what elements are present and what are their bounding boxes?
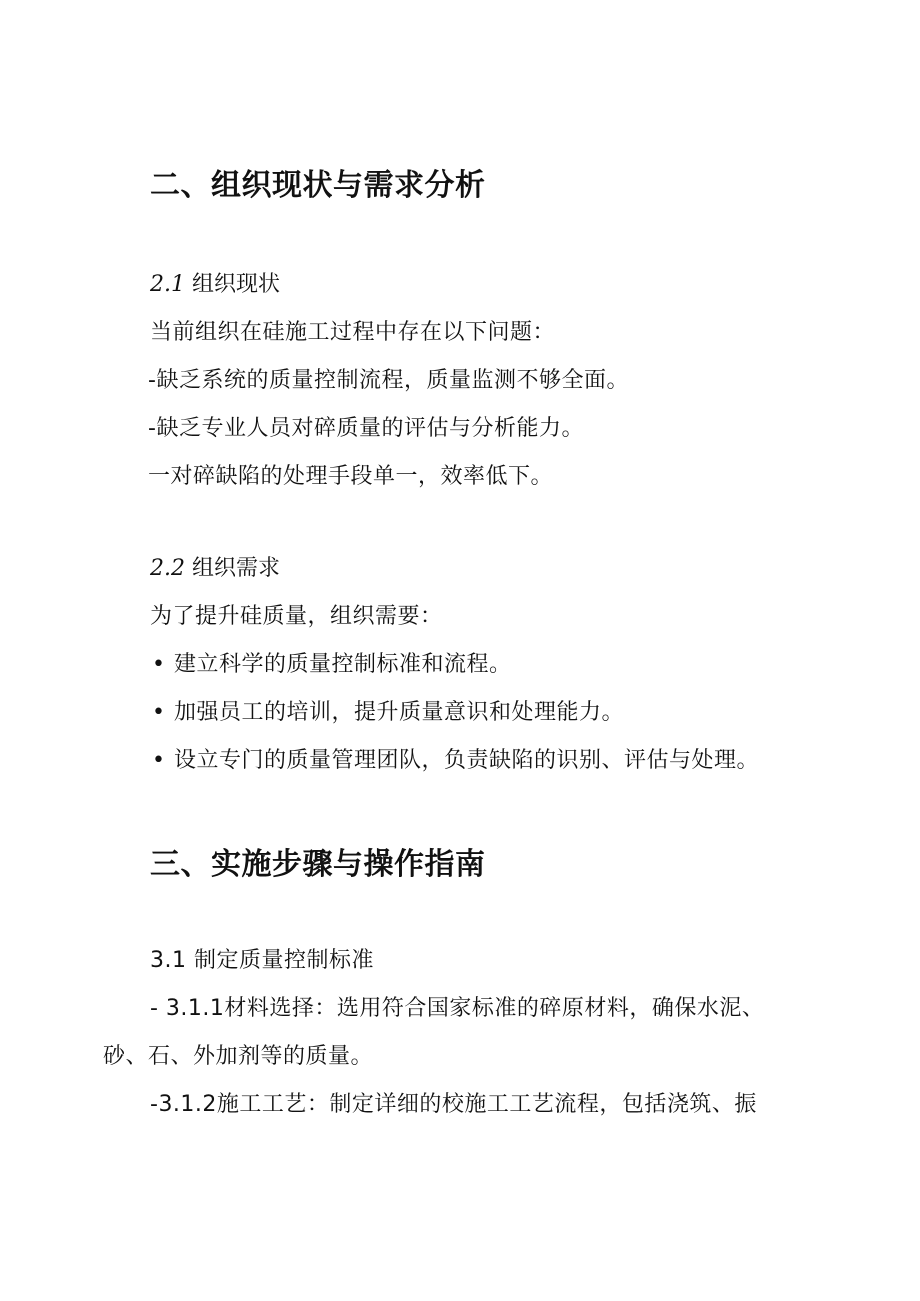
step-3-1-2-line-1: -3.1.2施工工艺：制定详细的校施工工艺流程，包括浇筑、振 (150, 1092, 757, 1117)
subsection-2-2-title: 组织需求 (192, 556, 281, 581)
subsection-2-1-intro: 当前组织在硅施工过程中存在以下问题： (150, 320, 556, 345)
issue-item-3: 一对碎缺陷的处理手段单一，效率低下。 (148, 464, 554, 489)
subsection-2-1-heading (150, 270, 280, 300)
need-item-2 (152, 698, 624, 728)
need-item-3 (152, 746, 759, 776)
subsection-2-1-number: 2.1 (150, 272, 185, 297)
subsection-2-1-title: 组织现状 (192, 272, 281, 297)
issue-item-2: -缺乏专业人员对碎质量的评估与分析能力。 (148, 416, 584, 441)
step-3-1-1-line-2: 砂、石、外加剂等的质量。 (103, 1044, 374, 1069)
section-2-title: 二、组织现状与需求分析 (150, 168, 486, 203)
need-item-text: 加强员工的培训，提升质量意识和处理能力。 (174, 700, 625, 725)
subsection-2-2-intro: 为了提升硅质量，组织需要： (150, 604, 443, 629)
need-item-text: 设立专门的质量管理团队，负责缺陷的识别、评估与处理。 (174, 748, 760, 773)
subsection-2-2-heading (150, 554, 280, 584)
step-3-1-1-line-1: - 3.1.1材料选择：选用符合国家标准的碎原材料，确保水泥、 (150, 996, 765, 1021)
need-item-1 (152, 650, 512, 680)
bullet-icon: • (152, 748, 166, 773)
bullet-icon: • (152, 700, 166, 725)
subsection-3-1-title: 3.1 制定质量控制标准 (150, 948, 374, 973)
bullet-icon: • (152, 652, 166, 677)
issue-item-1: -缺乏系统的质量控制流程，质量监测不够全面。 (148, 368, 629, 393)
section-3-title: 三、实施步骤与操作指南 (150, 847, 486, 882)
subsection-2-2-number: 2.2 (150, 556, 185, 581)
need-item-text: 建立科学的质量控制标准和流程。 (174, 652, 512, 677)
